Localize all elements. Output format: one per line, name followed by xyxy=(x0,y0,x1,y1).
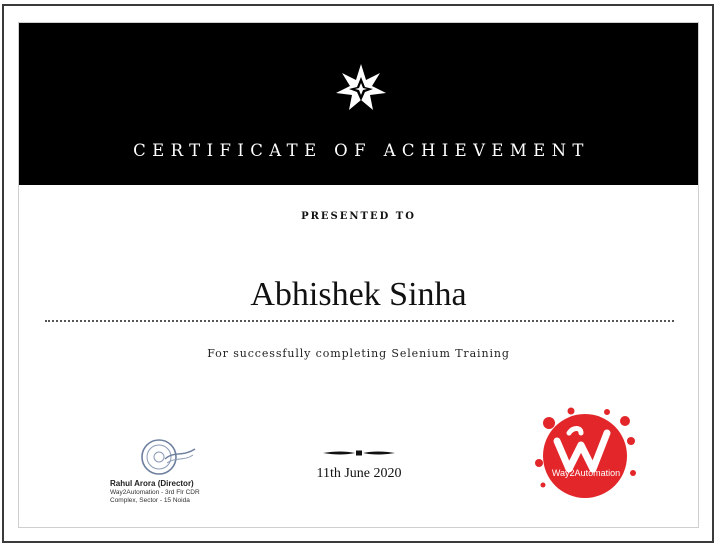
signer-address-line: Way2Automation - 3rd Flr CDR xyxy=(110,489,200,496)
certificate-card xyxy=(18,22,699,528)
signer-name: Rahul Arora (Director) xyxy=(110,479,194,488)
brand-name: Way2Automation xyxy=(551,468,621,478)
presented-to-label: PRESENTED TO xyxy=(301,211,416,222)
ornament-divider-icon xyxy=(321,449,397,457)
certificate-outer-frame xyxy=(2,4,714,543)
way2automation-logo-icon xyxy=(529,403,641,503)
signer-address-line: Complex, Sector - 15 Noida xyxy=(110,497,190,504)
completion-statement: For successfully completing Selenium Training xyxy=(207,347,510,360)
star-emblem-icon xyxy=(335,63,387,115)
stamp-seal-icon xyxy=(139,437,197,477)
certificate-title: CERTIFICATE OF ACHIEVEMENT xyxy=(133,141,590,160)
signer-address xyxy=(110,489,230,505)
certificate-date: 11th June 2020 xyxy=(316,466,402,481)
header-band xyxy=(19,23,698,185)
recipient-name: Abhishek Sinha xyxy=(250,276,467,313)
name-underline xyxy=(45,320,674,322)
